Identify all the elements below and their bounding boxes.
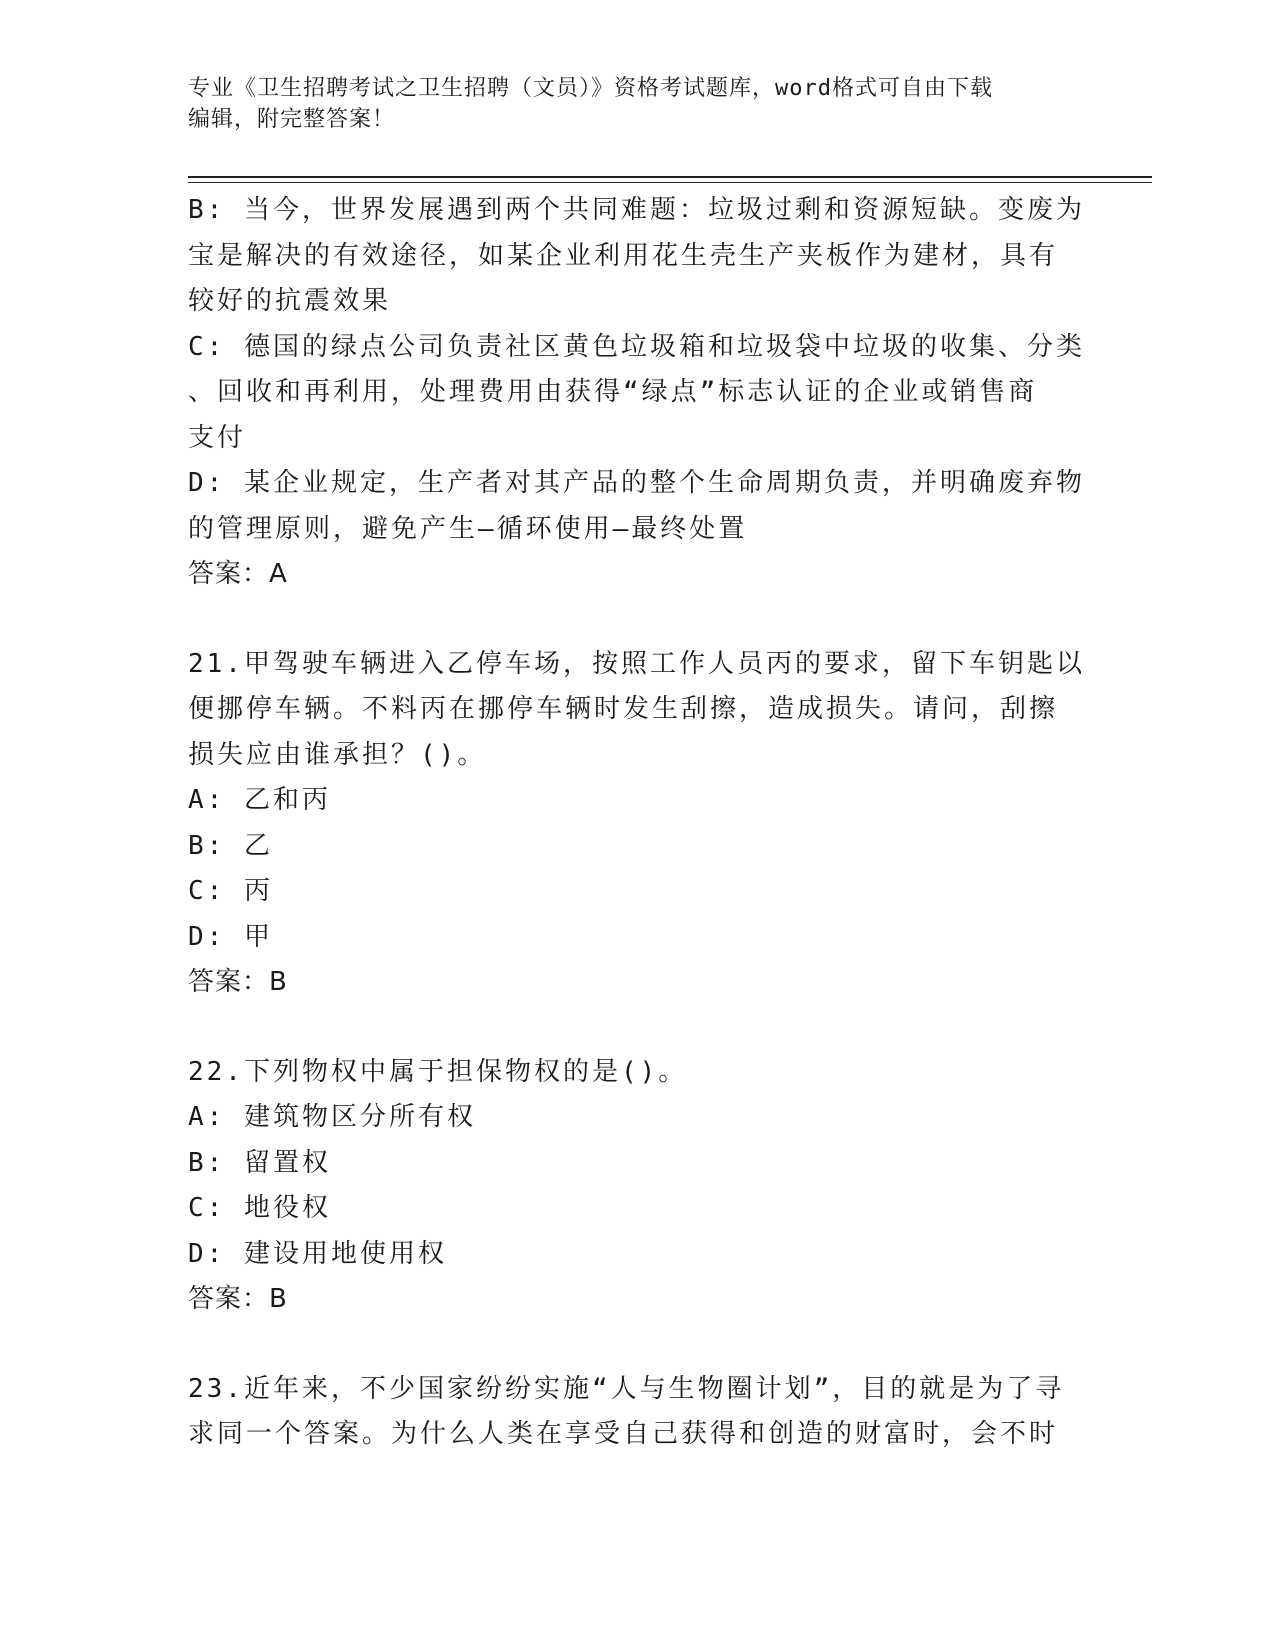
question-stem-line: 22.下列物权中属于担保物权的是()。 <box>188 1056 688 1087</box>
header-divider-thin <box>188 182 1152 183</box>
question-20 <box>188 188 1088 598</box>
option-text-line: B: 当今，世界发展遇到两个共同难题：垃圾过剩和资源短缺。变废为 <box>188 195 1085 225</box>
question-content <box>188 188 1088 1458</box>
option-text-line: 支付 <box>188 422 247 453</box>
question-21 <box>188 642 1088 1006</box>
option-c <box>188 325 1088 462</box>
option-b: B: 留置权 <box>188 1147 331 1178</box>
option-text-line: 、回收和再利用，处理费用由获得“绿点”标志认证的企业或销售商 <box>188 377 1038 407</box>
option-d <box>188 461 1088 552</box>
option-text-line: 宝是解决的有效途径，如某企业利用花生壳生产夹板作为建材，具有 <box>188 240 1059 271</box>
question-stem-line: 21.甲驾驶车辆进入乙停车场，按照工作人员丙的要求，留下车钥匙以 <box>188 648 1085 679</box>
option-text-line: 的管理原则，避免产生—循环使用—最终处置 <box>188 513 748 544</box>
question-stem-line: 23.近年来，不少国家纷纷实施“人与生物圈计划”，目的就是为了寻 <box>188 1373 1065 1404</box>
option-c: C: 地役权 <box>188 1193 331 1223</box>
question-stem-line: 便挪停车辆。不料丙在挪停车辆时发生刮擦，造成损失。请问，刮擦 <box>188 694 1059 724</box>
question-stem-line: 求同一个答案。为什么人类在享受自己获得和创造的财富时，会不时 <box>188 1419 1059 1449</box>
option-b <box>188 188 1088 325</box>
option-a: A: 建筑物区分所有权 <box>188 1102 476 1132</box>
header-line-1: 专业《卫生招聘考试之卫生招聘（文员）》资格考试题库，word格式可自由下载 <box>188 76 993 101</box>
spacer <box>188 1323 1088 1367</box>
answer-label: 答案：A <box>188 559 288 589</box>
page-header <box>188 73 1068 135</box>
question-22 <box>188 1050 1088 1323</box>
header-divider-thick <box>188 176 1152 178</box>
question-23 <box>188 1367 1088 1458</box>
option-b: B: 乙 <box>188 830 273 861</box>
header-line-2: 编辑，附完整答案！ <box>188 107 396 132</box>
question-stem-line: 损失应由谁承担？()。 <box>188 739 487 770</box>
option-d: D: 建设用地使用权 <box>188 1238 447 1269</box>
answer-label: 答案：B <box>188 1284 288 1314</box>
option-d: D: 甲 <box>188 921 273 952</box>
answer-label: 答案：B <box>188 967 288 997</box>
option-text-line: 较好的抗震效果 <box>188 286 392 316</box>
option-text-line: D: 某企业规定，生产者对其产品的整个生命周期负责，并明确废弃物 <box>188 468 1085 498</box>
option-c: C: 丙 <box>188 876 273 906</box>
option-a: A: 乙和丙 <box>188 785 331 815</box>
spacer <box>188 1006 1088 1050</box>
spacer <box>188 598 1088 642</box>
option-text-line: C: 德国的绿点公司负责社区黄色垃圾箱和垃圾袋中垃圾的收集、分类 <box>188 331 1085 362</box>
